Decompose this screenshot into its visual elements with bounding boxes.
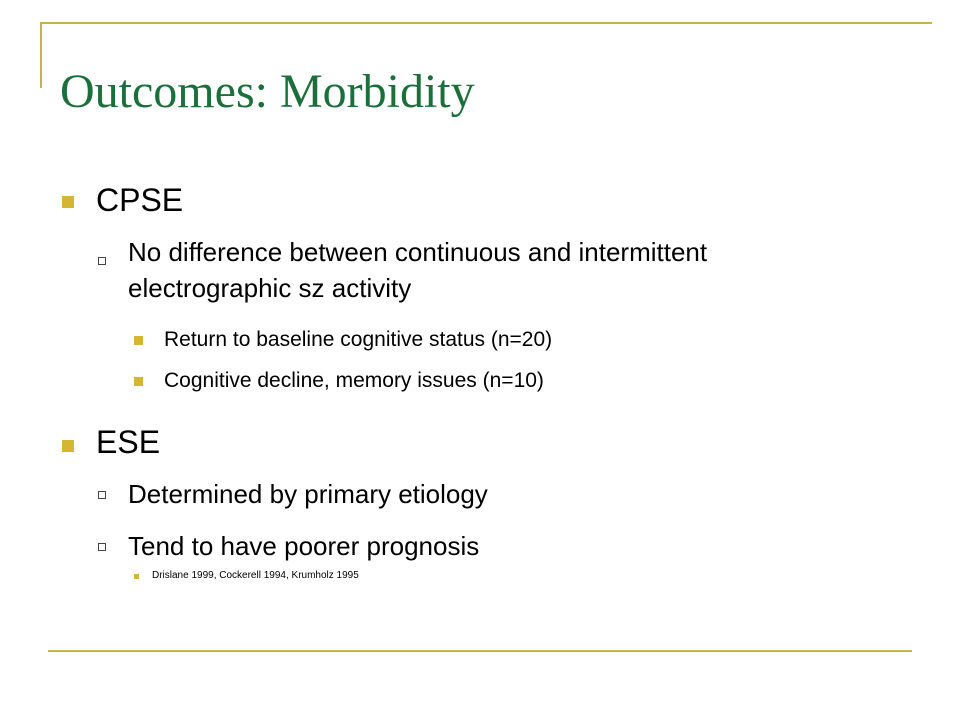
bullet-return-baseline: Return to baseline cognitive status (n=20) bbox=[164, 328, 553, 351]
bullet-square-icon bbox=[134, 336, 143, 345]
bullet-square-icon bbox=[62, 196, 74, 208]
bullet-cognitive-decline: Cognitive decline, memory issues (n=10) bbox=[164, 369, 544, 392]
bullet-poorer-prognosis: Tend to have poorer prognosis bbox=[128, 531, 480, 561]
top-border-line bbox=[40, 22, 932, 24]
bullet-no-difference bbox=[128, 234, 707, 306]
bullet-square-icon bbox=[134, 574, 139, 579]
bullet-determined: Determined by primary etiology bbox=[128, 479, 488, 509]
reference-citation: Drislane 1999, Cockerell 1994, Krumholz 1995 bbox=[152, 570, 359, 581]
bullet-ese: ESE bbox=[96, 424, 161, 460]
left-border-line bbox=[40, 22, 42, 88]
bullet-square-icon bbox=[62, 440, 74, 452]
bottom-border-line bbox=[48, 650, 912, 652]
bullet-box-icon bbox=[98, 543, 106, 551]
bullet-box-icon bbox=[98, 257, 106, 265]
slide-title: Outcomes: Morbidity bbox=[60, 65, 475, 118]
bullet-no-difference-line2: electrographic sz activity bbox=[128, 273, 412, 303]
bullet-box-icon bbox=[98, 491, 106, 499]
bullet-no-difference-line1: No difference between continuous and intermittent bbox=[128, 237, 708, 267]
bullet-square-icon bbox=[134, 377, 143, 386]
bullet-cpse: CPSE bbox=[96, 182, 184, 218]
